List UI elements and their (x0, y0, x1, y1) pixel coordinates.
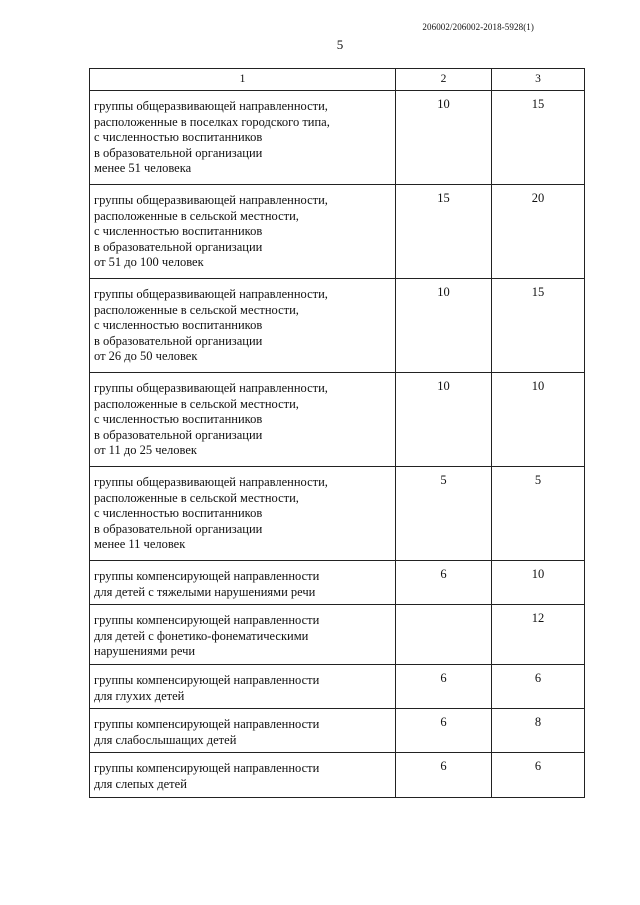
norms-table (89, 68, 585, 798)
group-description: группы общеразвивающей направленности, расположенные в сельской местности, с численностью воспитанников в образовательной организации от 11 до 25 человек (90, 373, 396, 467)
value-col3: 6 (492, 664, 585, 708)
table-row (90, 467, 585, 561)
value-col3: 10 (492, 561, 585, 605)
value-col2: 5 (396, 467, 492, 561)
value-col2: 10 (396, 279, 492, 373)
group-description: группы общеразвивающей направленности, расположенные в сельской местности, с численностью воспитанников в образовательной организации от 51 до 100 человек (90, 185, 396, 279)
value-col3: 15 (492, 91, 585, 185)
column-header-1: 1 (90, 69, 396, 91)
group-description: группы компенсирующей направленности для детей с фонетико-фонематическими нарушениями речи (90, 605, 396, 665)
table-row (90, 664, 585, 708)
group-description: группы компенсирующей направленности для слепых детей (90, 753, 396, 797)
value-col3: 20 (492, 185, 585, 279)
group-description: группы общеразвивающей направленности, расположенные в поселках городского типа, с численностью воспитанников в образовательной организации менее 51 человека (90, 91, 396, 185)
value-col3: 15 (492, 279, 585, 373)
value-col2: 6 (396, 753, 492, 797)
table-row (90, 709, 585, 753)
table-header-row (90, 69, 585, 91)
value-col3: 8 (492, 709, 585, 753)
value-col3: 10 (492, 373, 585, 467)
column-header-3: 3 (492, 69, 585, 91)
table-row (90, 605, 585, 665)
value-col2: 6 (396, 664, 492, 708)
value-col2: 10 (396, 91, 492, 185)
group-description: группы общеразвивающей направленности, расположенные в сельской местности, с численностью воспитанников в образовательной организации менее 11 человек (90, 467, 396, 561)
value-col2: 6 (396, 561, 492, 605)
value-col3: 5 (492, 467, 585, 561)
document-id: 206002/206002-2018-5928(1) (422, 22, 534, 32)
table-row (90, 753, 585, 797)
value-col2: 10 (396, 373, 492, 467)
page-number: 5 (336, 37, 344, 52)
group-description: группы компенсирующей направленности для слабослышащих детей (90, 709, 396, 753)
table-row (90, 91, 585, 185)
group-description: группы общеразвивающей направленности, расположенные в сельской местности, с численностью воспитанников в образовательной организации от 26 до 50 человек (90, 279, 396, 373)
value-col3: 12 (492, 605, 585, 665)
group-description: группы компенсирующей направленности для детей с тяжелыми нарушениями речи (90, 561, 396, 605)
table-row (90, 279, 585, 373)
value-col2: 15 (396, 185, 492, 279)
value-col2: 6 (396, 709, 492, 753)
column-header-2: 2 (396, 69, 492, 91)
value-col2 (396, 605, 492, 665)
table-row (90, 373, 585, 467)
group-description: группы компенсирующей направленности для глухих детей (90, 664, 396, 708)
value-col3: 6 (492, 753, 585, 797)
table-row (90, 185, 585, 279)
table-row (90, 561, 585, 605)
